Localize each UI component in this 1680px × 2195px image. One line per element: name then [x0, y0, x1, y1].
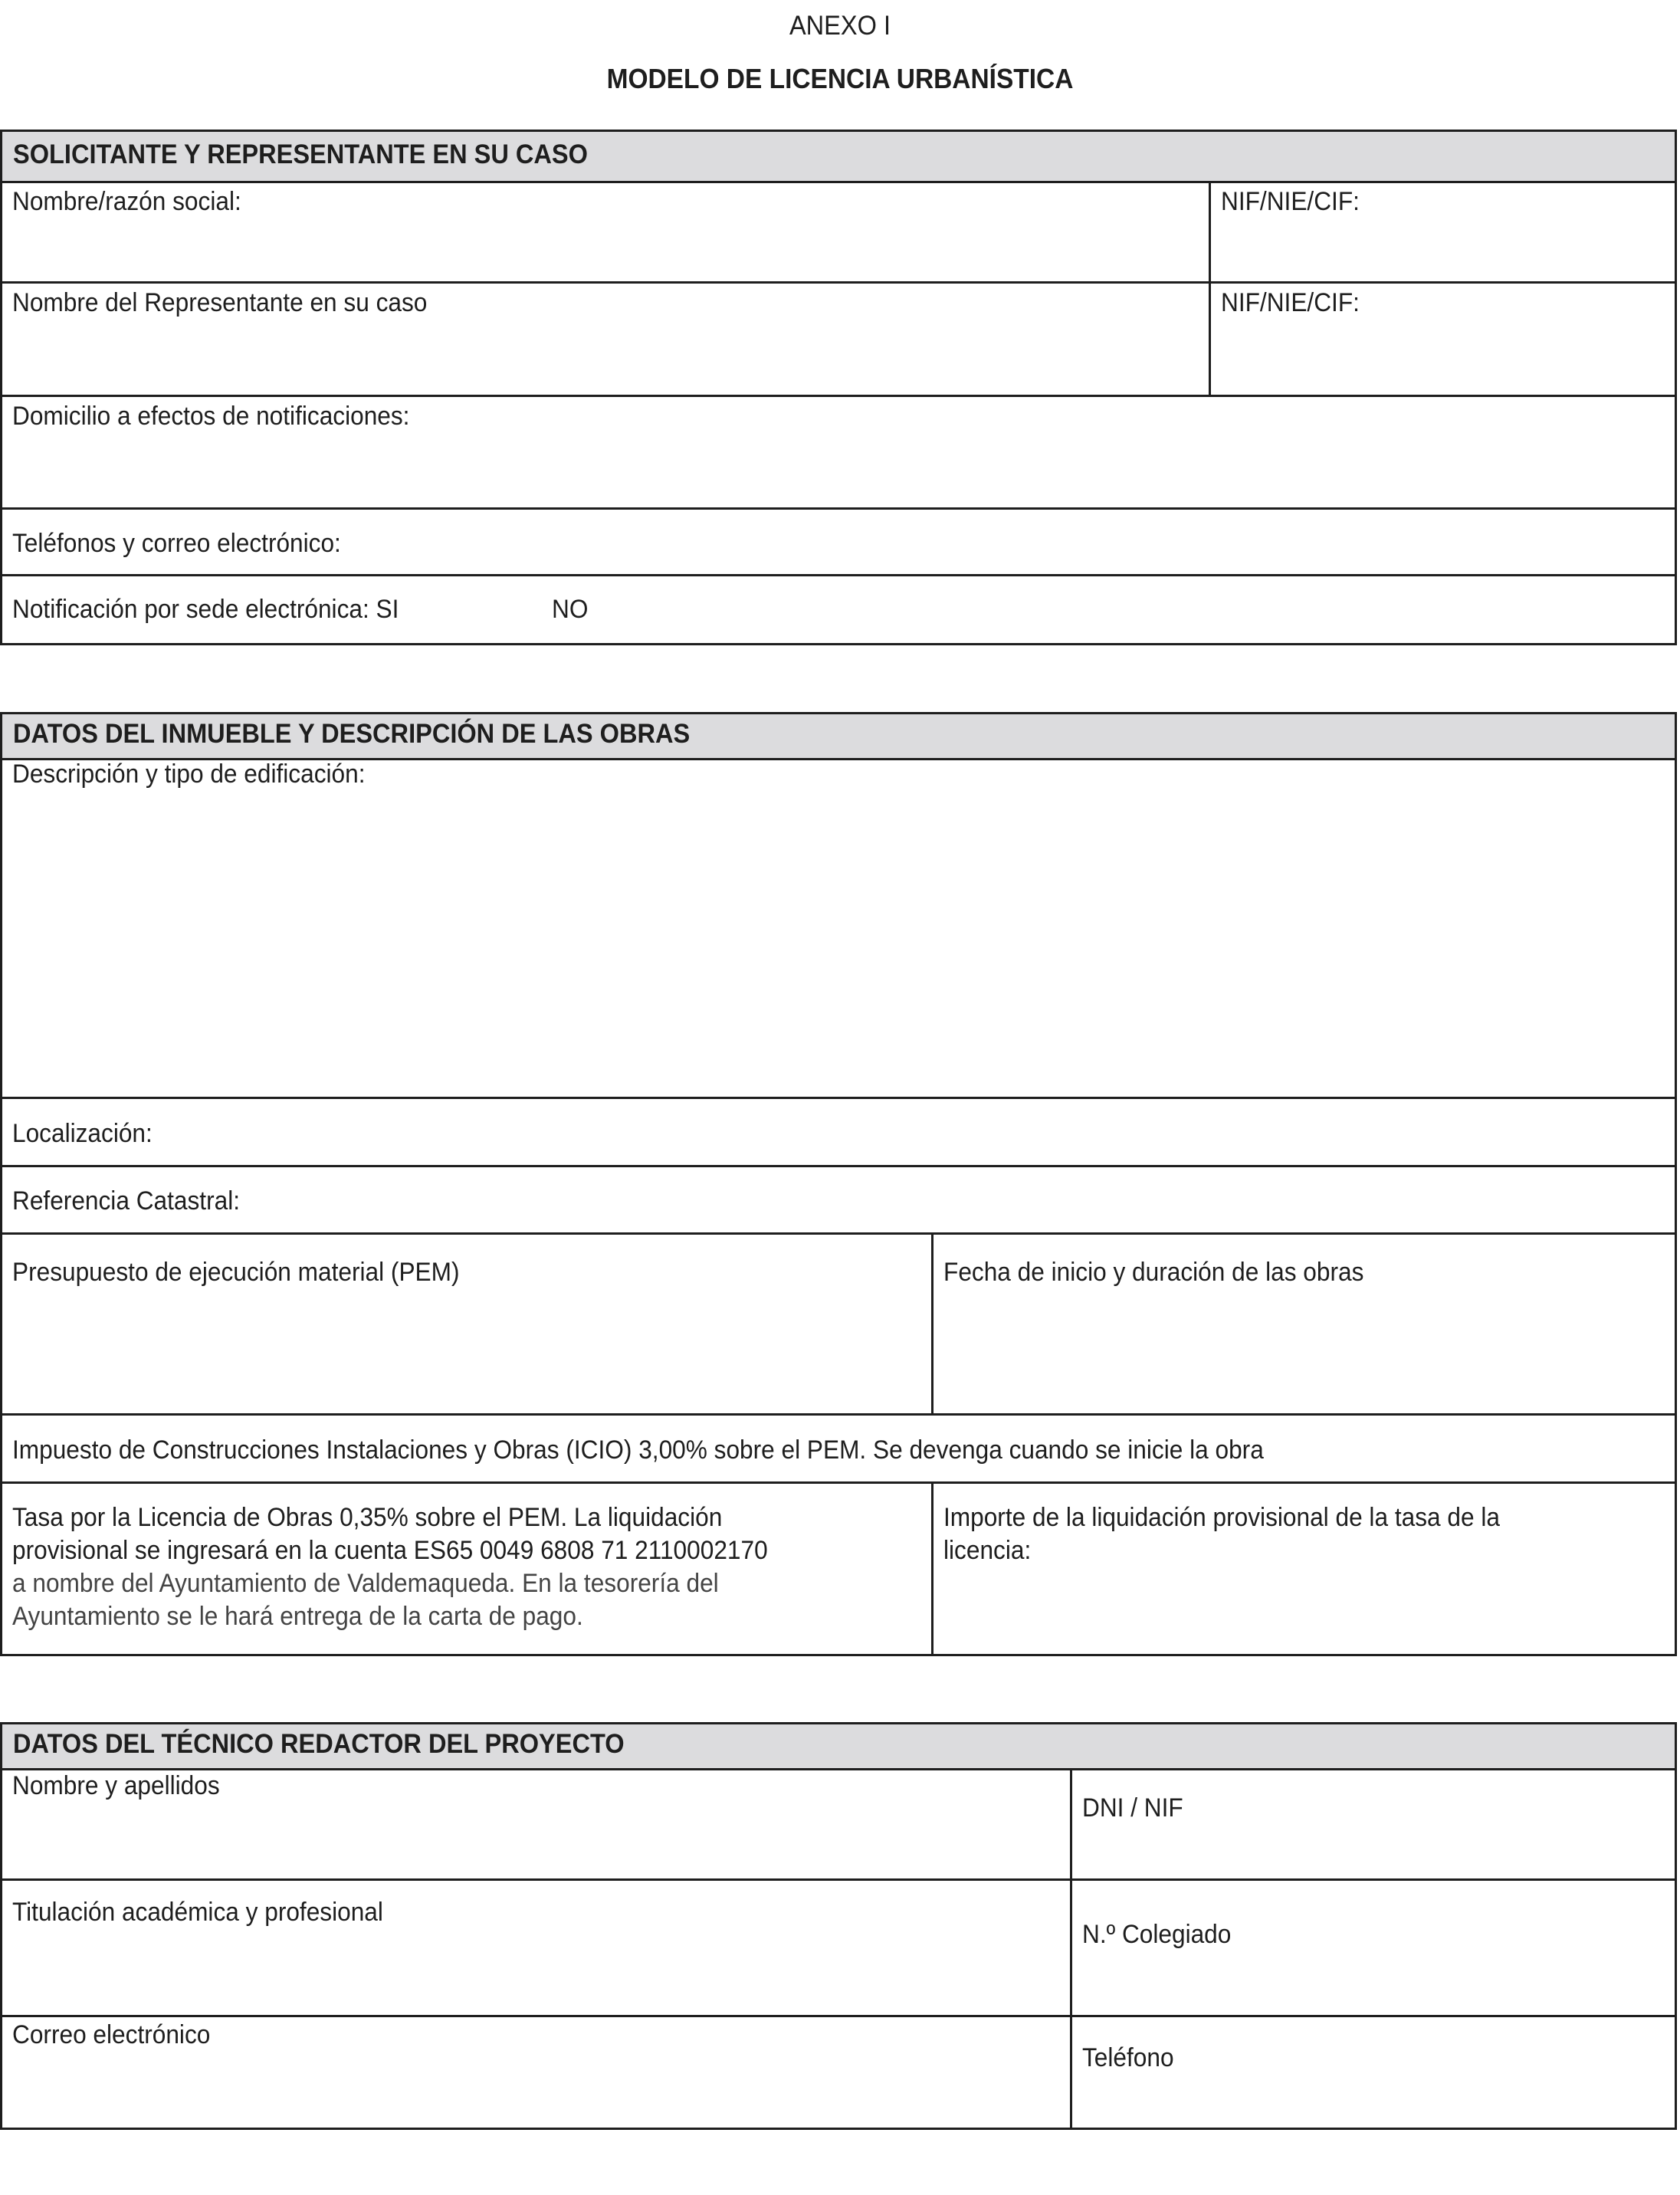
- pem-label: Presupuesto de ejecución material (PEM): [12, 1258, 460, 1287]
- applicant-id-field[interactable]: [1211, 181, 1675, 281]
- technician-phone-label: Teléfono: [1082, 2043, 1174, 2072]
- address-field[interactable]: [2, 397, 1675, 507]
- membership-no-field[interactable]: [1072, 1881, 1675, 2015]
- fee-info-line: provisional se ingresará en la cuenta ES65 0049 6808 71 2110002170: [12, 1536, 768, 1565]
- column-divider: [1209, 181, 1211, 397]
- applicant-section: [0, 130, 1677, 645]
- section-header-applicant: [2, 132, 1675, 183]
- cadastral-ref-label: Referencia Catastral:: [12, 1186, 241, 1216]
- fee-amount-line: Importe de la liquidación provisional de la tasa de la: [943, 1503, 1500, 1532]
- representative-id-label: NIF/NIE/CIF:: [1221, 288, 1360, 317]
- representative-id-field[interactable]: [1211, 284, 1675, 395]
- qualification-label: Titulación académica y profesional: [12, 1898, 383, 1927]
- e-notification-row: [2, 576, 1675, 643]
- applicant-name-field[interactable]: [2, 181, 1209, 281]
- section-header-property: [2, 714, 1675, 760]
- column-divider: [1070, 1768, 1072, 2128]
- fee-amount-label: [943, 1501, 1500, 1567]
- start-date-label: Fecha de inicio y duración de las obras: [943, 1258, 1364, 1287]
- icio-row: [2, 1416, 1675, 1481]
- applicant-id-label: NIF/NIE/CIF:: [1221, 187, 1360, 216]
- property-section: [0, 712, 1677, 1656]
- contact-label: Teléfonos y correo electrónico:: [12, 529, 341, 558]
- representative-name-field[interactable]: [2, 284, 1209, 395]
- fee-info-line: Tasa por la Licencia de Obras 0,35% sobre el PEM. La liquidación: [12, 1503, 723, 1532]
- fee-info-text: [12, 1501, 768, 1633]
- fee-info-line: a nombre del Ayuntamiento de Valdemaqueda. En la tesorería del: [12, 1569, 719, 1598]
- representative-name-label: Nombre del Representante en su caso: [12, 288, 428, 317]
- technician-email-label: Correo electrónico: [12, 2020, 211, 2049]
- technician-name-field[interactable]: [2, 1768, 1070, 1878]
- section-title: DATOS DEL INMUEBLE Y DESCRIPCIÓN DE LAS OBRAS: [13, 719, 691, 749]
- technician-section: [0, 1722, 1677, 2130]
- e-notification-no-option[interactable]: NO: [552, 595, 589, 624]
- pem-field[interactable]: [2, 1235, 931, 1413]
- technician-phone-field[interactable]: [1072, 2017, 1675, 2128]
- membership-no-label: N.º Colegiado: [1082, 1920, 1232, 1949]
- fee-amount-line: licencia:: [943, 1536, 1032, 1565]
- icio-text: Impuesto de Construcciones Instalaciones y Obras (ICIO) 3,00% sobre el PEM. Se devenga cuando se inicie la obra: [12, 1435, 1264, 1465]
- contact-field[interactable]: [2, 510, 1675, 574]
- start-date-field[interactable]: [934, 1235, 1675, 1413]
- address-label: Domicilio a efectos de notificaciones:: [12, 402, 410, 431]
- qualification-field[interactable]: [2, 1881, 1070, 2015]
- section-title: SOLICITANTE Y REPRESENTANTE EN SU CASO: [13, 139, 588, 169]
- technician-dni-label: DNI / NIF: [1082, 1793, 1183, 1823]
- column-divider: [931, 1484, 934, 1655]
- fee-info-cell: [2, 1484, 931, 1655]
- section-header-technician: [2, 1724, 1675, 1770]
- location-label: Localización:: [12, 1119, 153, 1148]
- cadastral-ref-field[interactable]: [2, 1167, 1675, 1232]
- fee-info-line: Ayuntamiento se le hará entrega de la carta de pago.: [12, 1602, 583, 1631]
- column-divider: [931, 1235, 934, 1413]
- section-title: DATOS DEL TÉCNICO REDACTOR DEL PROYECTO: [13, 1729, 625, 1759]
- document-title: MODELO DE LICENCIA URBANÍSTICA: [606, 63, 1074, 94]
- technician-email-field[interactable]: [2, 2017, 1070, 2128]
- location-field[interactable]: [2, 1099, 1675, 1165]
- fee-amount-field[interactable]: [934, 1484, 1675, 1655]
- description-field[interactable]: [2, 758, 1675, 1097]
- annex-label: ANEXO I: [789, 11, 891, 41]
- technician-dni-field[interactable]: [1072, 1768, 1675, 1878]
- e-notification-yes-option[interactable]: Notificación por sede electrónica: SI: [12, 595, 399, 624]
- applicant-name-label: Nombre/razón social:: [12, 187, 241, 216]
- description-label: Descripción y tipo de edificación:: [12, 760, 366, 789]
- technician-name-label: Nombre y apellidos: [12, 1771, 220, 1800]
